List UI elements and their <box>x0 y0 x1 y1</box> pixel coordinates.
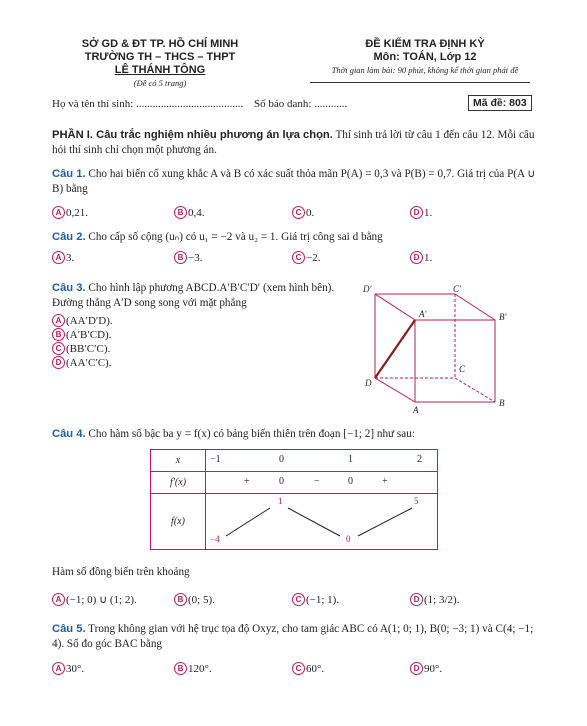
q5-label: Câu 5. <box>52 623 86 635</box>
option-marker: C <box>292 206 305 219</box>
q2-text: Cho cấp số cộng (uₙ) có u₁ = −2 và u₂ = 1. Giá trị công sai d bằng <box>85 231 383 243</box>
q1-option-d[interactable] <box>410 206 432 219</box>
q4-option-d[interactable] <box>410 593 459 606</box>
option-marker: D <box>410 206 423 219</box>
option-marker: A <box>52 251 65 264</box>
label-b: B <box>499 398 505 408</box>
q4-question: Hàm số đồng biến trên khoảng <box>52 566 190 578</box>
option-marker: A <box>52 314 65 327</box>
q4-text: Cho hàm số bậc ba y = f(x) có bảng biến thiên trên đoạn [−1; 2] như sau: <box>85 428 415 440</box>
label-a1: A′ <box>419 309 427 319</box>
x-row <box>206 450 438 472</box>
f-row <box>206 494 438 550</box>
option-marker: D <box>52 356 65 369</box>
q2-option-a-text: 3. <box>66 251 75 264</box>
q1-option-d-text: 1. <box>424 206 433 219</box>
question-3 <box>52 281 337 311</box>
q1-option-c-text: 0. <box>306 206 315 219</box>
question-4 <box>52 427 542 442</box>
q4-option-c[interactable] <box>292 593 339 606</box>
question-2 <box>52 230 542 245</box>
page-count: (Đề có 5 trang) <box>133 78 187 88</box>
sign-2: 0 <box>279 476 284 487</box>
q4-option-c-text: (−1; 1). <box>306 593 340 606</box>
q1-option-a-text: 0,21. <box>66 206 88 219</box>
q3-text: Cho hình lập phương ABCD.A′B′C′D′ (xem hình bên). Đường thẳng A′D song song với mặt phẳng <box>52 282 335 309</box>
variation-arrows <box>206 494 442 550</box>
q1-text: Cho hai biến cố xung khắc A và B có xác suất thỏa mãn P(A) = 0,3 và P(B) = 0,7. Giá trị của P(A ∪ B) bằng <box>52 168 536 195</box>
f-value-1: −4 <box>210 534 220 544</box>
option-marker: A <box>52 206 65 219</box>
id-field: Số báo danh: ............ <box>254 98 348 110</box>
arrow-up-2 <box>358 508 412 536</box>
option-marker: D <box>410 593 423 606</box>
q1-option-c[interactable] <box>292 206 314 219</box>
header-divider <box>310 82 530 83</box>
edge-a1d1 <box>375 294 415 320</box>
q4-label: Câu 4. <box>52 428 86 440</box>
sign-1: + <box>244 476 250 487</box>
label-a: A <box>413 405 419 415</box>
q4-option-b[interactable] <box>174 593 215 606</box>
x-value-2: 0 <box>279 454 284 465</box>
x-value-4: 2 <box>417 454 422 465</box>
x-header: x <box>151 450 206 472</box>
subject: Môn: TOÁN, Lớp 12 <box>373 51 477 63</box>
q2-option-c[interactable] <box>292 251 320 264</box>
label-d: D <box>365 378 372 388</box>
sign-3: − <box>314 476 320 487</box>
q3-option-d[interactable] <box>52 356 111 369</box>
q3-option-d-text: (AA′C′C). <box>66 356 112 369</box>
question-5 <box>52 622 542 652</box>
q1-label: Câu 1. <box>52 168 86 180</box>
option-marker: B <box>174 251 187 264</box>
q5-option-c[interactable] <box>292 662 324 675</box>
option-marker: C <box>292 251 305 264</box>
department: SỞ GD & ĐT TP. HỒ CHÍ MINH <box>81 38 239 50</box>
option-marker: B <box>174 662 187 675</box>
student-info <box>52 98 347 110</box>
q5-option-d-text: 90°. <box>424 662 443 675</box>
option-marker: C <box>292 662 305 675</box>
section-instructions: Thí sinh trả lời từ câu 1 đến câu 12. Mỗi câu hỏi thí sinh chỉ chọn một phương án. <box>52 129 535 156</box>
school-line-1: TRƯỜNG TH – THCS – THPT <box>84 51 236 63</box>
option-marker: A <box>52 662 65 675</box>
header-left <box>60 38 260 90</box>
question-1 <box>52 167 542 197</box>
q3-option-a-text: (AA′D′D). <box>66 314 113 327</box>
q5-option-b-text: 120°. <box>188 662 212 675</box>
q1-option-b-text: 0,4. <box>188 206 205 219</box>
f-header: f(x) <box>151 494 206 550</box>
name-field: Họ và tên thí sinh: ....................................... <box>52 98 244 110</box>
q5-text: Trong không gian với hệ trục tọa độ Oxyz, cho tam giác ABC có A(1; 0; 1), B(0; −3; 1) và C(4; −1; 4). Số đo góc BAC bằng <box>52 623 534 650</box>
q2-option-c-text: −2. <box>306 251 321 264</box>
q4-option-a[interactable] <box>52 593 137 606</box>
exam-title: ĐỀ KIỂM TRA ĐỊNH KỲ <box>365 38 485 50</box>
q2-label: Câu 2. <box>52 231 86 243</box>
option-marker: A <box>52 593 65 606</box>
q3-option-c[interactable] <box>52 342 110 355</box>
fp-row <box>206 472 438 494</box>
q2-option-b-text: −3. <box>188 251 203 264</box>
cube-figure <box>355 282 525 417</box>
q1-option-a[interactable] <box>52 206 88 219</box>
q3-option-b[interactable] <box>52 328 111 341</box>
q4-option-b-text: (0; 5). <box>188 593 215 606</box>
q5-option-c-text: 60°. <box>306 662 325 675</box>
option-marker: C <box>292 593 305 606</box>
label-d1: D′ <box>363 284 372 294</box>
q5-option-b[interactable] <box>174 662 212 675</box>
f-value-2: 1 <box>278 496 283 506</box>
q2-option-b[interactable] <box>174 251 202 264</box>
variation-table <box>150 449 438 550</box>
q3-option-a[interactable] <box>52 314 113 327</box>
sign-5: + <box>382 476 388 487</box>
option-marker: B <box>174 206 187 219</box>
f-value-3: 0 <box>346 534 351 544</box>
q3-option-c-text: (BB′C′C). <box>66 342 111 355</box>
edge-cb <box>455 378 495 402</box>
sign-4: 0 <box>348 476 353 487</box>
section-heading <box>52 128 542 158</box>
x-value-1: −1 <box>210 454 221 465</box>
f-value-4: 5 <box>414 496 419 506</box>
q3-label: Câu 3. <box>52 282 86 294</box>
header-right <box>300 38 550 77</box>
option-marker: B <box>174 593 187 606</box>
q5-option-d[interactable] <box>410 662 442 675</box>
section-title: PHẦN I. Câu trắc nghiệm nhiều phương án lựa chọn. <box>52 129 333 141</box>
q3-option-b-text: (A′B′CD). <box>66 328 112 341</box>
x-value-3: 1 <box>348 454 353 465</box>
option-marker: B <box>52 328 65 341</box>
fp-header: f′(x) <box>151 472 206 494</box>
edge-da <box>375 378 415 402</box>
q5-option-a-text: 30°. <box>66 662 85 675</box>
segment-a1d <box>375 320 415 378</box>
edge-c1b1 <box>455 294 495 320</box>
label-c: C <box>459 364 466 374</box>
q4-option-a-text: (−1; 0) ∪ (1; 2). <box>66 594 137 606</box>
option-marker: C <box>52 342 65 355</box>
arrow-up-1 <box>226 508 270 536</box>
exam-code: Mã đề: 803 <box>468 95 532 111</box>
label-c1: C′ <box>453 284 461 294</box>
q2-option-d[interactable] <box>410 251 432 264</box>
arrow-down <box>288 508 340 536</box>
label-b1: B′ <box>499 312 507 322</box>
q2-option-a[interactable] <box>52 251 74 264</box>
option-marker: D <box>410 662 423 675</box>
time-note: Thời gian làm bài: 90 phút, không kể thời gian phát đề <box>331 65 519 75</box>
option-marker: D <box>410 251 423 264</box>
school-line-2: LÊ THÁNH TÔNG <box>114 64 206 76</box>
q2-option-d-text: 1. <box>424 251 433 264</box>
q1-option-b[interactable] <box>174 206 205 219</box>
q5-option-a[interactable] <box>52 662 84 675</box>
q4-option-d-text: (1; 3/2). <box>424 593 460 606</box>
